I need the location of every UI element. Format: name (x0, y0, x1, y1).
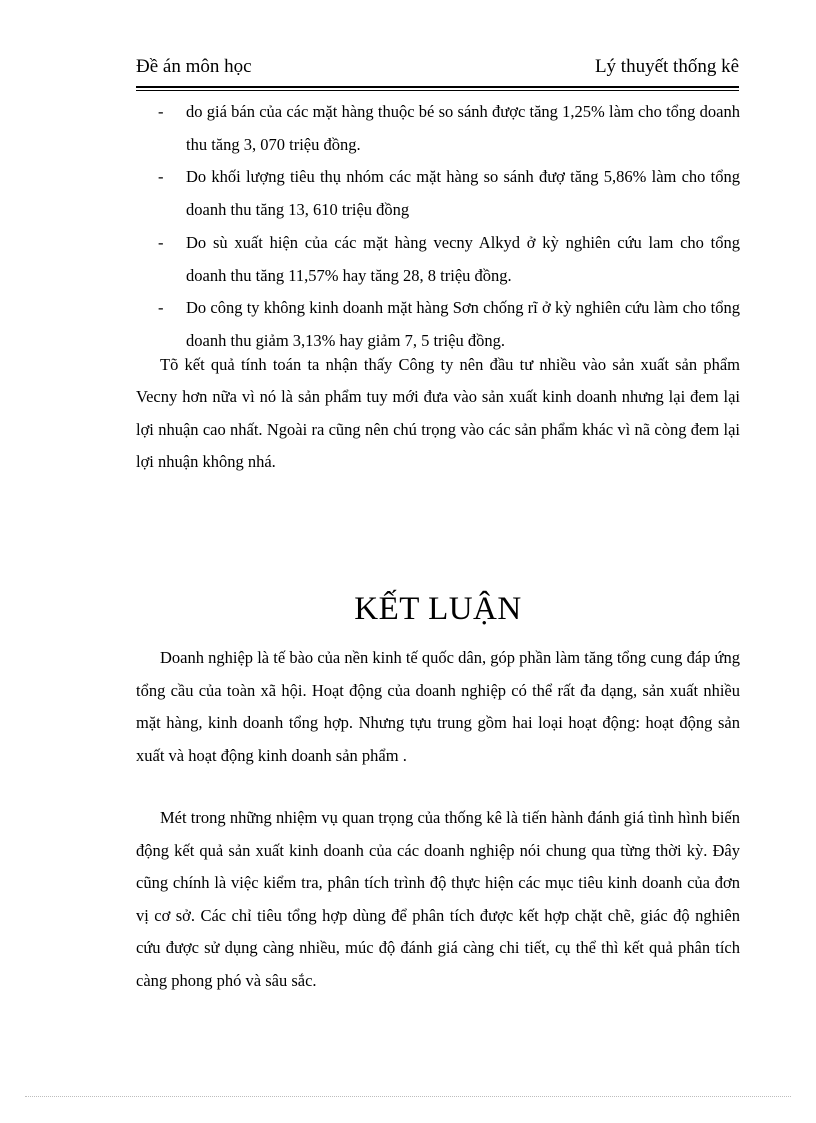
bullet-item (136, 292, 740, 357)
bullet-dash: - (158, 102, 164, 121)
summary-paragraph: Tõ kết quả tính toán ta nhận thấy Công ty nên đầu tư nhiều vào sản xuất sản phẩm Vecny hơn nữa vì nó là sản phẩm tuy mới đưa vào sản xuất kinh doanh nhưng lại đem lại lợi nhuận cao nhất. Ngoài ra cũng nên chú trọng vào các sản phẩm khác vì nã còng đem lại lợi nhuận không nhá. (136, 355, 740, 472)
header-course-title: Đề án môn học (136, 56, 252, 77)
conclusion-paragraph-1: Doanh nghiệp là tế bào của nền kinh tế quốc dân, góp phần làm tăng tổng cung đáp ứng tổng cầu của toàn xã hội. Hoạt động của doanh nghiệp có thể rất đa dạng, sản xuất nhiều mặt hàng, kinh doanh tổng hợp. Nhưng tựu trung gồm hai loại hoạt động: hoạt động sản xuất và hoạt động kinh doanh sản phẩm . (136, 648, 740, 765)
bullet-item (136, 96, 740, 161)
section-heading-conclusion: KẾT LUẬN (354, 591, 522, 627)
conclusion-paragraph-2: Mét trong những nhiệm vụ quan trọng của thống kê là tiến hành đánh giá tình hình biến động kết quả sản xuất kinh doanh của các doanh nghiệp nói chung qua từng thời kỳ. Đây cũng chính là việc kiểm tra, phân tích trình độ thực hiện các mục tiêu kinh doanh của đơn vị cơ sở. Các chỉ tiêu tổng hợp dùng để phân tích được kết hợp chặt chẽ, giác độ nghiên cứu được sử dụng càng nhiều, múc độ đánh giá càng chi tiết, cụ thể thì kết quả phân tích càng phong phó và sâu sắc. (136, 808, 740, 990)
bullet-dash: - (158, 167, 164, 187)
bullet-item (136, 227, 740, 292)
page-header (136, 56, 739, 84)
bullet-item (136, 161, 740, 226)
bullet-dash: - (158, 232, 164, 252)
bullet-text: do giá bán của các mặt hàng thuộc bé so sánh được tăng 1,25% làm cho tổng doanh thu tăng 3, 070 triệu đồng. (186, 102, 740, 154)
bullet-dash: - (158, 298, 164, 318)
bullet-list (136, 96, 740, 358)
bullet-text: Do khối lượng tiêu thụ nhóm các mặt hàng so sánh đượ tăng 5,86% làm cho tổng doanh thu tăng 13, 610 triệu đồng (186, 167, 740, 220)
header-rule-thick (136, 86, 739, 88)
bullet-text: Do sù xuất hiện của các mặt hàng vecny Alkyd ở kỳ nghiên cứu lam cho tổng doanh thu tăng 11,57% hay tăng 28, 8 triệu đồng. (186, 232, 740, 285)
header-rule-thin (136, 90, 739, 91)
page-bottom-divider (25, 1096, 791, 1097)
bullet-text: Do công ty không kinh doanh mặt hàng Sơn chống rĩ ở kỳ nghiên cứu làm cho tổng doanh thu giảm 3,13% hay giảm 7, 5 triệu đồng. (186, 298, 740, 350)
header-subject-title: Lý thuyết thống kê (594, 56, 739, 77)
